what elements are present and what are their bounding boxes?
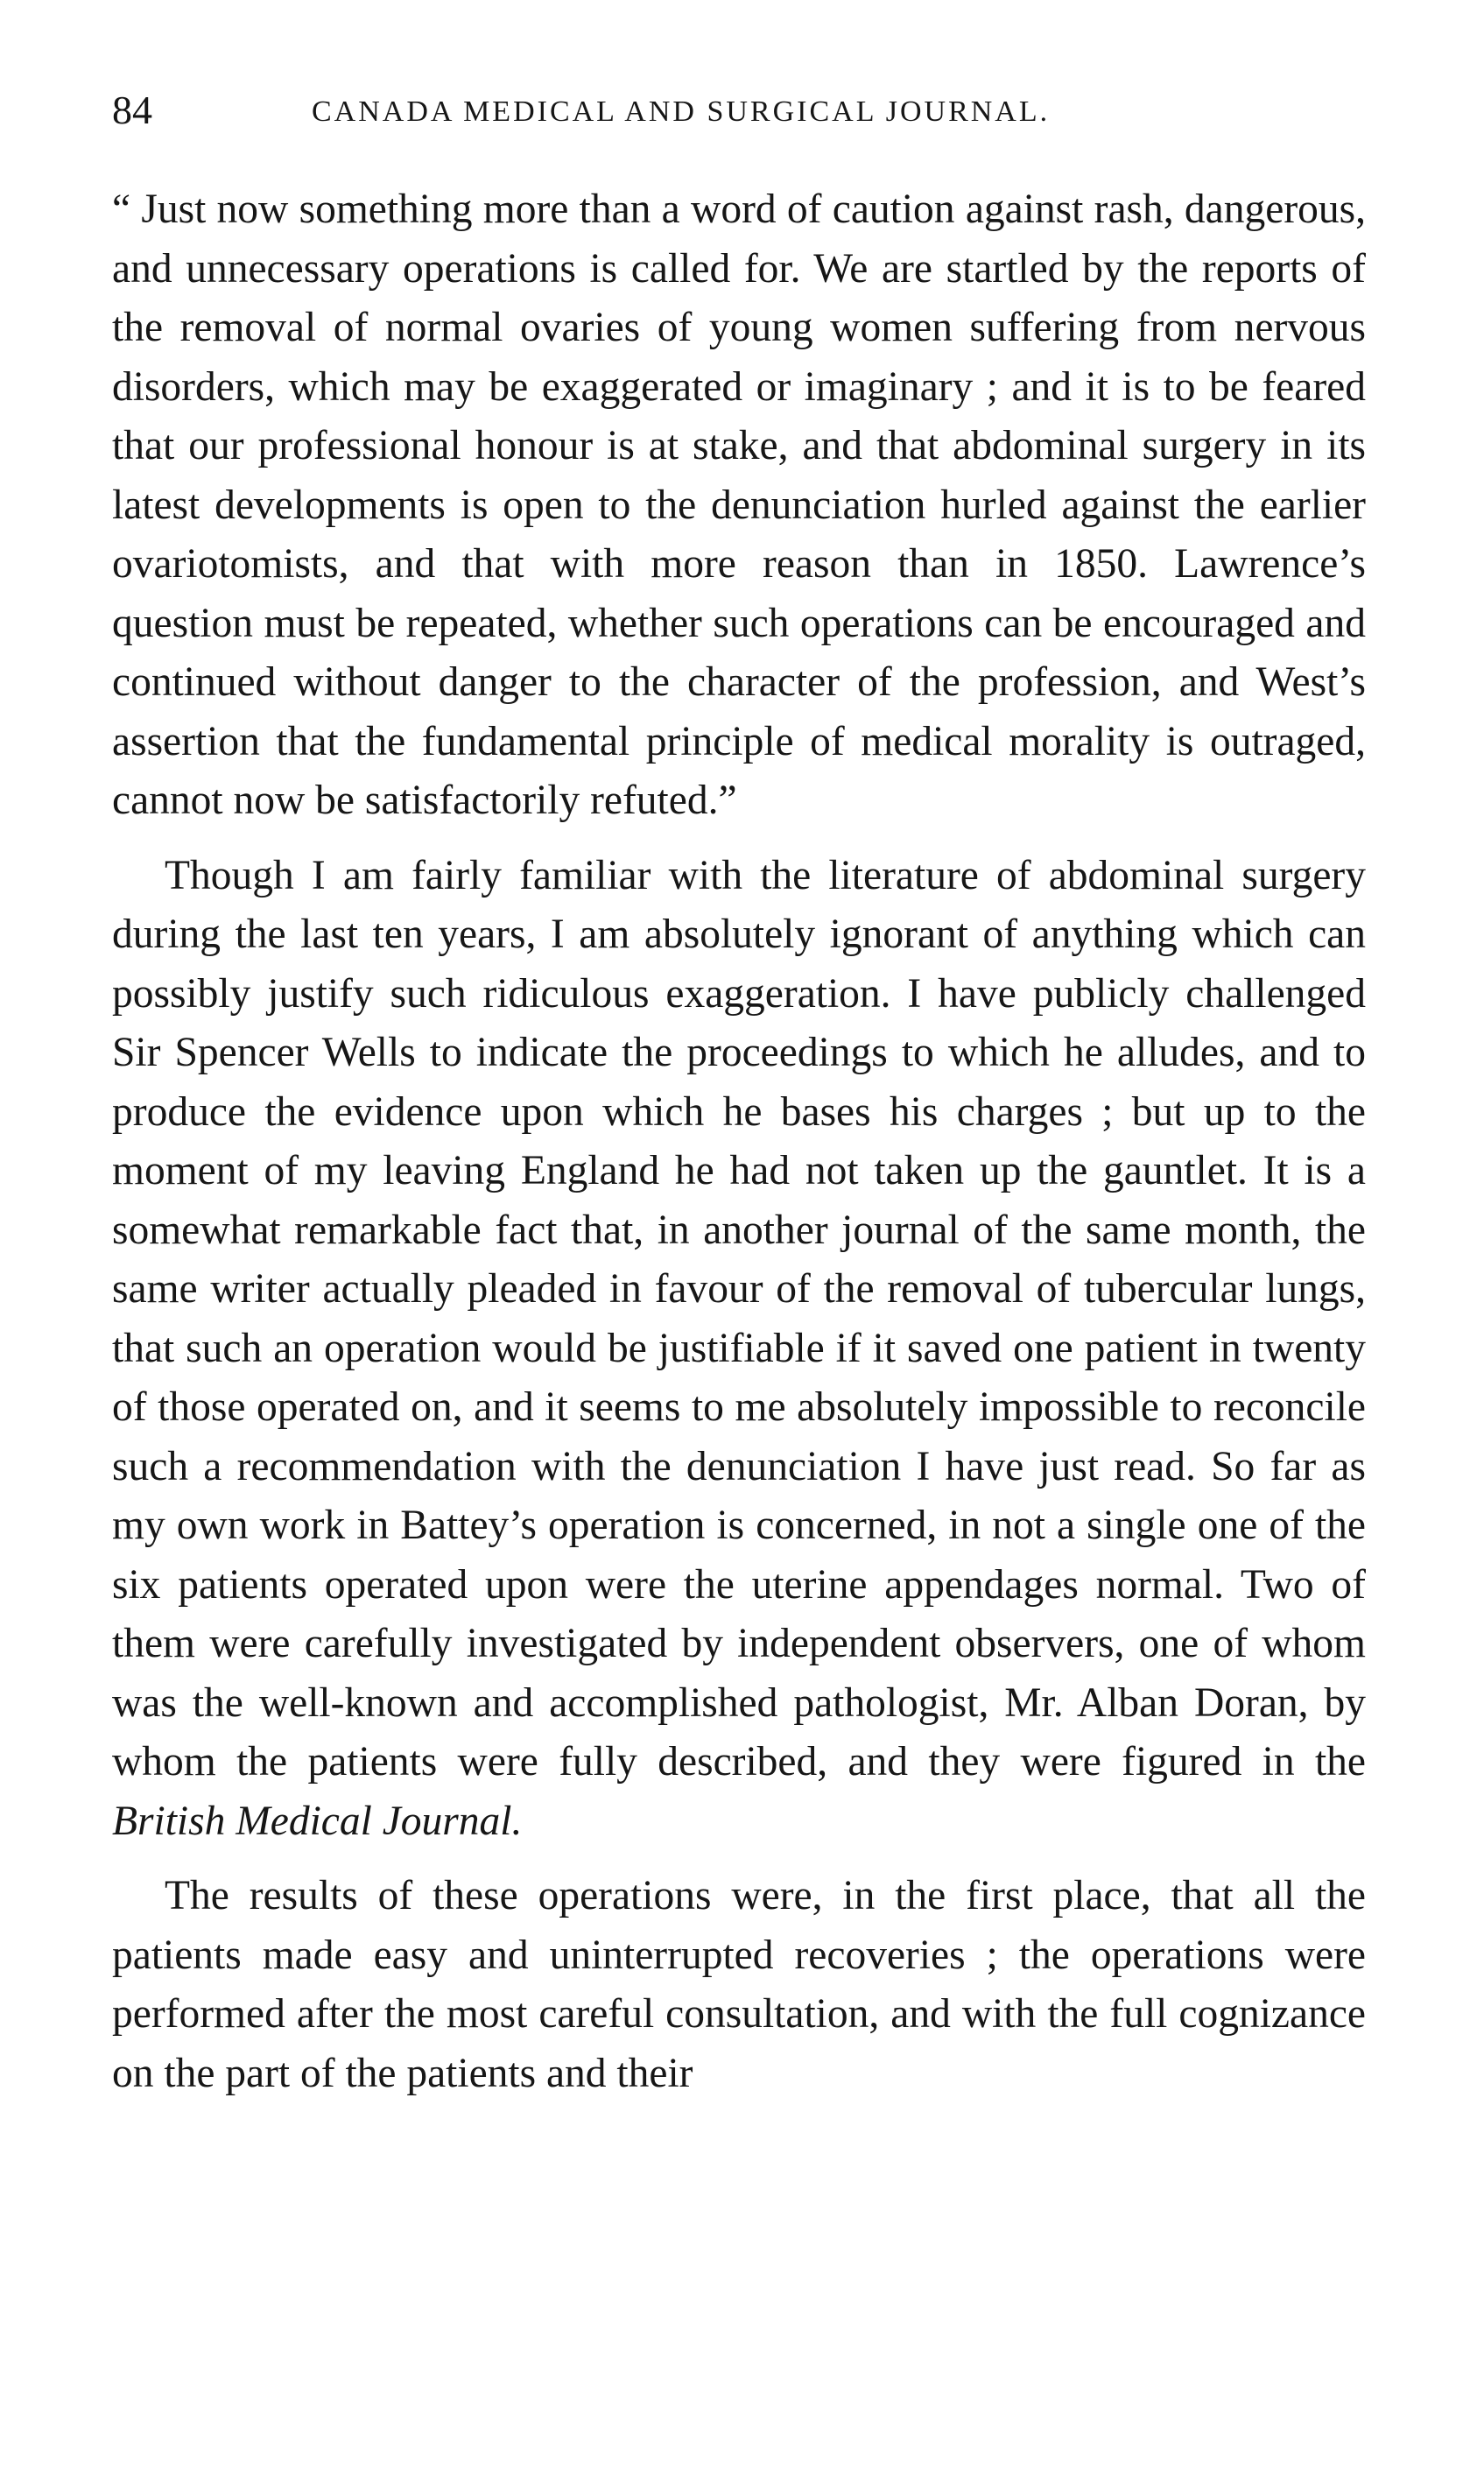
running-head bbox=[112, 84, 1366, 145]
page-number: 84 bbox=[112, 88, 152, 132]
body-paragraph-1 bbox=[112, 847, 1366, 1852]
journal-page bbox=[112, 84, 1366, 2119]
journal-title: CANADA MEDICAL AND SURGICAL JOURNAL. bbox=[312, 95, 1051, 128]
body-paragraph-1-text: Though I am fairly familiar with the literature of abdominal surgery during the last ten years, I am absolutely ignorant of anything which can possibly justify such ridiculous exaggeration. I have publicly challenged Sir Spencer Wells to indicate the proceedings to which he alludes, and to produce the evidence upon which he bases his charges ; but up to the moment of my leaving England he had not taken up the gauntlet. It is a somewhat remarkable fact that, in another journal of the same month, the same writer actually pleaded in favour of the removal of tubercular lungs, that such an operation would be justifiable if it saved one patient in twenty of those operated on, and it seems to me absolutely impossible to reconcile such a recommendation with the denunciation I have just read. So far as my own work in Battey’s operation is concerned, in not a single one of the six patients operated upon were the uterine appendages normal. Two of them were carefully investigated by independent observers, one of whom was the well-known and accomplished pathologist, Mr. Alban Doran, by whom the patients were fully described, and they were figured in the bbox=[112, 852, 1366, 1785]
body-paragraph-2: The results of these operations were, in the first place, that all the patients made easy and uninterrupted recoveries ; the operations were performed after the most careful consultation, and with the full cognizance on the part of the patients and their bbox=[112, 1873, 1366, 2096]
journal-reference: British Medical Journal. bbox=[112, 1798, 523, 1844]
quoted-paragraph: “ Just now something more than a word of caution against rash, dangerous, and unnecessary operations is called for. We are startled by the reports of the removal of normal ovaries of young women suffering from nervous disorders, which may be exaggerated or imaginary ; and it is to be feared that our professional honour is at stake, and that abdominal surgery in its latest developments is open to the denunciation hurled against the earlier ovariotomists, and that with more reason than in 1850. Lawrence’s question must be repeated, whether such operations can be encouraged and continued without danger to the character of the profession, and West’s assertion that the fundamental principle of medical morality is outraged, cannot now be satisfactorily refuted.” bbox=[112, 187, 1366, 823]
